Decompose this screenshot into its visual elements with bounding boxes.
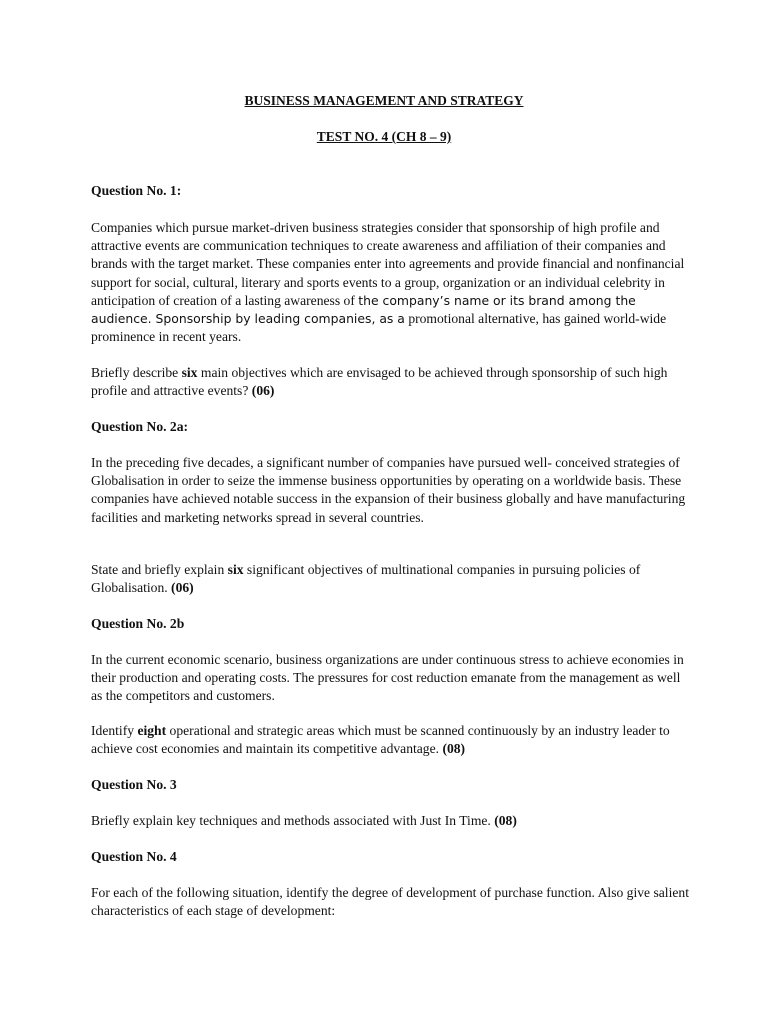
q1-passage-b: the company’s name or its brand among the audience. Sponsorship by leading companies, as a — [91, 292, 636, 327]
q2b-heading: Question No. 2b — [91, 616, 185, 631]
q1-passage-a: Companies which pursue market-driven business strategies consider that sponsorship of high profile and attractive events are communication techniques to create awareness and affiliation of their companies and brands with the target market. These companies enter into agreements and provide financial and nonfinancial support for social, cultural, literary and sports events to a group, organization or an individual celebrity in anticipation of creation of a lasting awareness of — [91, 220, 685, 308]
q2b-task-post: operational and strategic areas which must be scanned continuously by an industry leader to achieve cost economies and maintain its competitive advantage. — [91, 723, 670, 757]
q3-marks: (08) — [494, 813, 517, 828]
q1-passage-c: promotional alternative, has gained world-wide prominence in recent years. — [91, 311, 667, 345]
q2b-task-emph: eight — [137, 723, 167, 738]
document-title: BUSINESS MANAGEMENT AND STRATEGY — [244, 93, 524, 108]
document-subtitle: TEST NO. 4 (CH 8 – 9) — [316, 129, 452, 144]
q1-passage — [91, 219, 691, 346]
q3-task — [91, 812, 691, 830]
q4-task: For each of the following situation, identify the degree of development of purchase function. Also give salient characteristics of each stage of development: — [91, 885, 689, 919]
q2b-marks: (08) — [442, 741, 466, 757]
q1-task — [91, 364, 691, 400]
q2b-task-pre: Identify — [91, 723, 138, 738]
q1-marks: (06) — [251, 383, 275, 399]
q2a-heading: Question No. 2a: — [91, 419, 189, 434]
q2a-task — [91, 561, 691, 597]
q2a-task-emph: six — [227, 562, 244, 577]
q3-task-text: Briefly explain key techniques and methods associated with Just In Time. — [91, 813, 495, 828]
q1-task-pre: Briefly describe — [91, 365, 182, 380]
q4-heading: Question No. 4 — [91, 849, 177, 864]
q2a-passage: In the preceding five decades, a significant number of companies have pursued well- conceived strategies of Globalisation in order to seize the immense business opportunities by operating on a worldwide basis. These companies have achieved notable success in the expansion of their business globally and have manufacturing facilities and marketing networks spread in several countries. — [91, 455, 686, 525]
q3-heading: Question No. 3 — [91, 777, 177, 792]
q2a-task-post: significant objectives of multinational companies in pursuing policies of Globalisation. — [91, 562, 641, 596]
q1-task-post: main objectives which are envisaged to be achieved through sponsorship of such high profile and attractive events? — [91, 365, 668, 399]
q1-heading: Question No. 1: — [91, 183, 182, 198]
q2a-marks: (06) — [171, 580, 194, 596]
q2b-passage: In the current economic scenario, business organizations are under continuous stress to achieve economies in their production and operating costs. The pressures for cost reduction emanate from the management as well as the competitors and customers. — [91, 652, 684, 704]
q1-task-emph: six — [181, 365, 198, 380]
q2b-task — [91, 722, 691, 758]
q2a-task-pre: State and briefly explain — [91, 562, 228, 577]
